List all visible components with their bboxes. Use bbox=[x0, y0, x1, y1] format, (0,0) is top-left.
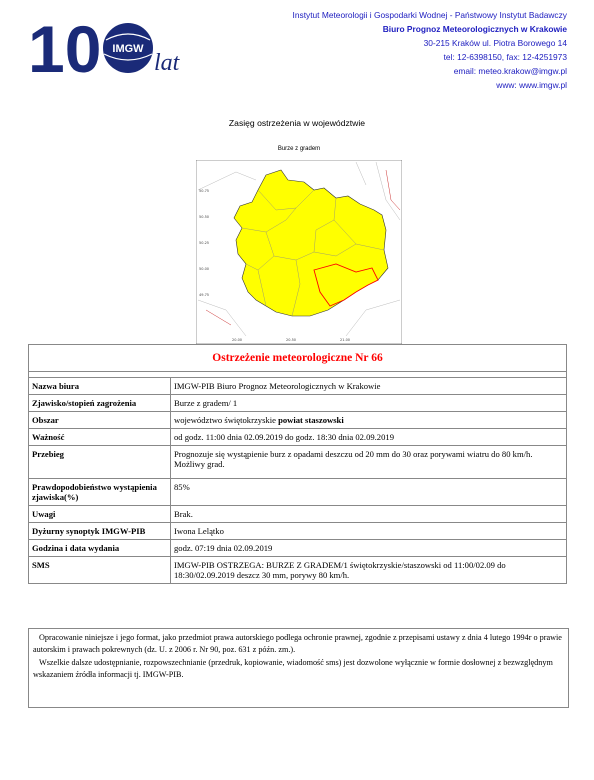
table-row bbox=[29, 523, 567, 540]
row-label: Ważność bbox=[29, 429, 171, 446]
institute-name: Instytut Meteorologii i Gospodarki Wodnej - Państwowy Instytut Badawczy bbox=[292, 10, 567, 20]
warning-table bbox=[28, 344, 567, 584]
svg-text:20.50: 20.50 bbox=[286, 338, 297, 342]
svg-text:21.00: 21.00 bbox=[340, 338, 351, 342]
row-label: Obszar bbox=[29, 412, 171, 429]
institute-info bbox=[293, 8, 567, 92]
office-phone: tel: 12-6398150, fax: 12-4251973 bbox=[443, 52, 567, 62]
row-value: Iwona Lelątko bbox=[171, 523, 567, 540]
area-voivodeship: województwo świętokrzyskie bbox=[174, 415, 279, 425]
row-label: Godzina i data wydania bbox=[29, 540, 171, 557]
table-row bbox=[29, 412, 567, 429]
table-row bbox=[29, 378, 567, 395]
map-title: Burze z gradem bbox=[277, 146, 321, 152]
row-label: Uwagi bbox=[29, 506, 171, 523]
table-row bbox=[29, 479, 567, 506]
row-value: 85% bbox=[171, 479, 567, 506]
table-row bbox=[29, 429, 567, 446]
row-value: godz. 07:19 dnia 02.09.2019 bbox=[171, 540, 567, 557]
redistribution-paragraph: Wszelkie dalsze udostępnianie, rozpowszechnianie (przedruk, kopiowanie, wiadomość sms) jest dozwolone wyłącznie w formie dosłownej z bezwzględnym wskazaniem źródła informacji tj. IMGW-PIB. bbox=[33, 657, 553, 679]
row-value: Burze z gradem/ 1 bbox=[171, 395, 567, 412]
row-label: Zjawisko/stopień zagrożenia bbox=[29, 395, 171, 412]
row-label: Dyżurny synoptyk IMGW-PIB bbox=[29, 523, 171, 540]
copyright-notice bbox=[28, 628, 569, 708]
imgw-100-lat-logo bbox=[28, 10, 198, 80]
row-value: IMGW-PIB OSTRZEGA: BURZE Z GRADEM/1 świętokrzyskie/staszowski od 11:00/02.09 do 18:30/02.09.2019 deszcz 30 mm, porywy 80 km/h. bbox=[171, 557, 567, 584]
row-value bbox=[171, 412, 567, 429]
table-row bbox=[29, 446, 567, 479]
row-value: IMGW-PIB Biuro Prognoz Meteorologicznych w Krakowie bbox=[171, 378, 567, 395]
svg-text:50.00: 50.00 bbox=[199, 267, 210, 271]
row-value: Brak. bbox=[171, 506, 567, 523]
logo-10-text: 10 bbox=[28, 12, 102, 80]
logo-lat-text: lat bbox=[154, 50, 180, 76]
copyright-paragraph: Opracowanie niniejsze i jego format, jako przedmiot prawa autorskiego podlega ochronie prawnej, zgodnie z przepisami ustawy z dnia 4 lutego 1994r o prawie autorskim i prawach pokrewnych (dz. U. z 2006 r. Nr 90, poz. 631 z późn. zm.). bbox=[33, 633, 562, 655]
svg-text:50.50: 50.50 bbox=[199, 215, 210, 219]
row-label: SMS bbox=[29, 557, 171, 584]
table-row bbox=[29, 506, 567, 523]
row-value: Prognozuje się wystąpienie burz z opadami deszczu od 20 mm do 30 oraz porywami wiatru do 80 km/h. Możliwy grad. bbox=[171, 446, 567, 479]
table-row bbox=[29, 557, 567, 584]
row-label: Przebieg bbox=[29, 446, 171, 479]
office-address: 30-215 Kraków ul. Piotra Borowego 14 bbox=[423, 38, 567, 48]
svg-text:50.25: 50.25 bbox=[199, 241, 210, 245]
table-row bbox=[29, 395, 567, 412]
svg-text:49.75: 49.75 bbox=[199, 293, 210, 297]
logo-imgw-text: IMGW bbox=[112, 43, 144, 55]
warning-header-row bbox=[29, 345, 567, 372]
area-county: powiat staszowski bbox=[278, 415, 344, 425]
map-heading: Zasięg ostrzeżenia w województwie bbox=[228, 118, 366, 128]
row-label: Prawdopodobieństwo wystąpienia zjawiska(%) bbox=[29, 479, 171, 506]
row-label: Nazwa biura bbox=[29, 378, 171, 395]
svg-text:20.00: 20.00 bbox=[232, 338, 243, 342]
office-name: Biuro Prognoz Meteorologicznych w Krakowie bbox=[382, 24, 567, 34]
row-value: od godz. 11:00 dnia 02.09.2019 do godz. 18:30 dnia 02.09.2019 bbox=[171, 429, 567, 446]
svg-text:50.75: 50.75 bbox=[199, 189, 210, 193]
warning-map bbox=[196, 160, 402, 344]
office-email[interactable]: email: meteo.krakow@imgw.pl bbox=[453, 66, 567, 76]
warning-title: Ostrzeżenie meteorologiczne Nr 66 bbox=[29, 345, 567, 372]
table-row bbox=[29, 540, 567, 557]
office-website[interactable]: www: www.imgw.pl bbox=[496, 80, 567, 90]
